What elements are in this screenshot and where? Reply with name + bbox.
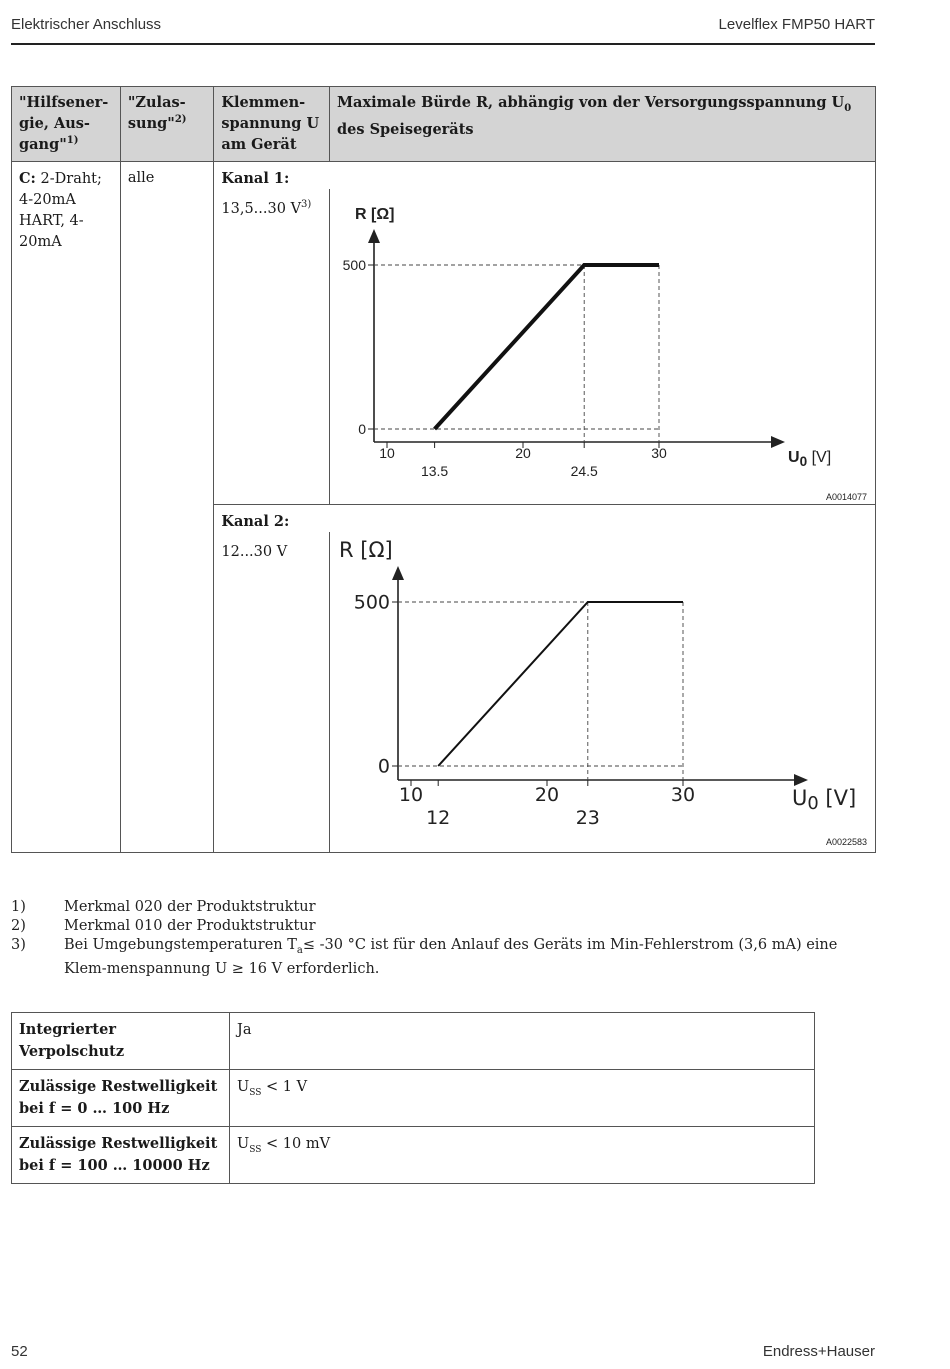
ripple-high-value: $U_{SS} < 10$ mV xyxy=(230,1127,815,1184)
footnote-2: 2) Merkmal 010 der Produktstruktur xyxy=(11,918,316,934)
figure-reference-code: A0022583 xyxy=(825,837,867,847)
y-axis-arrow xyxy=(368,229,380,243)
x-axis-arrow xyxy=(794,774,808,786)
header-rule xyxy=(11,43,875,45)
x-axis-label: $U_0$ [V] xyxy=(788,449,832,469)
ripple-table xyxy=(11,1012,815,1184)
x-mark-label: 12 xyxy=(426,807,451,829)
ripple-row xyxy=(12,1127,815,1184)
ripple-high-label: Zulässige Restwelligkeit bei f = 100 … 10000 Hz xyxy=(12,1127,230,1184)
x-tick-label: 20 xyxy=(515,445,531,461)
header-terminal-voltage: Klemmen-spannung U am Gerät xyxy=(214,87,330,162)
ripple-low-label: Zulässige Restwelligkeit bei f = 0 … 100 Hz xyxy=(12,1070,230,1127)
figure-reference-code: A0014077 xyxy=(825,492,867,502)
load-line xyxy=(438,602,683,766)
y-tick-label: 0 xyxy=(358,420,366,437)
header-approval: "Zulas-sung"$^{2)}$ xyxy=(120,87,214,162)
x-axis-label: U0 [V] xyxy=(792,786,857,814)
kanal2-load-chart xyxy=(330,532,875,852)
polarity-value: Ja xyxy=(230,1013,815,1070)
footer-company: Endress+Hauser xyxy=(762,1343,875,1360)
x-mark-label: 13.5 xyxy=(420,463,449,479)
header-product-name: Levelflex FMP50 HART xyxy=(718,16,875,33)
load-table xyxy=(11,86,876,853)
x-tick-label: 10 xyxy=(379,445,395,461)
kanal1-label-row xyxy=(12,162,876,190)
load-line xyxy=(435,265,659,429)
kanal2-voltage: 12...30 V xyxy=(214,532,330,853)
ripple-low-value: $U_{SS} < 1$ V xyxy=(230,1070,815,1127)
header-max-load: Maximale Bürde R, abhängig von der Versorgungsspannung $U_0$ des Speisegeräts xyxy=(330,87,876,162)
polarity-label: Integrierter Verpolschutz xyxy=(12,1013,230,1070)
y-tick-label: 500 xyxy=(342,256,366,273)
kanal1-load-chart xyxy=(330,189,875,504)
load-table-header-row xyxy=(12,87,876,162)
footnote-3: 3) Bei Umgebungstemperaturen $T_a\le -30$ °C ist für den Anlauf des Geräts im Min-Fehlerstrom (3,6 mA) eine Klem-menspannung U ≥ 16 V erforderlich. xyxy=(11,937,838,977)
kanal1-voltage: 13,5...30 $V^{3)}$ xyxy=(214,189,330,505)
y-axis-label: R [Ω] xyxy=(355,206,395,223)
header-section-title: Elektrischer Anschluss xyxy=(11,16,162,33)
kanal2-chart-cell xyxy=(330,532,876,853)
x-axis-arrow xyxy=(771,436,785,448)
page-number: 52 xyxy=(11,1343,28,1360)
output-cell: C: 2-Draht; 4-20mA HART, 4-20mA xyxy=(12,162,121,853)
x-tick-label: 10 xyxy=(398,784,424,806)
x-tick-label: 20 xyxy=(534,784,560,806)
x-mark-label: 23 xyxy=(575,807,600,829)
y-axis-label: R [Ω] xyxy=(339,538,393,562)
header-power-output: "Hilfsener-gie, Aus-gang"$^{1)}$ xyxy=(12,87,121,162)
ripple-row xyxy=(12,1013,815,1070)
footnotes xyxy=(11,898,871,979)
ripple-row xyxy=(12,1070,815,1127)
approval-cell: alle xyxy=(120,162,214,853)
footnote-1: 1) Merkmal 020 der Produktstruktur xyxy=(11,899,316,915)
kanal2-label: Kanal 2: xyxy=(214,505,876,533)
y-axis-arrow xyxy=(392,566,404,580)
x-tick-label: 30 xyxy=(670,784,696,806)
x-tick-label: 30 xyxy=(651,445,667,461)
y-tick-label: 500 xyxy=(353,591,390,614)
x-mark-label: 24.5 xyxy=(570,463,598,479)
kanal1-label: Kanal 1: xyxy=(214,162,876,190)
y-tick-label: 0 xyxy=(377,755,390,778)
kanal1-chart-cell xyxy=(330,189,876,505)
